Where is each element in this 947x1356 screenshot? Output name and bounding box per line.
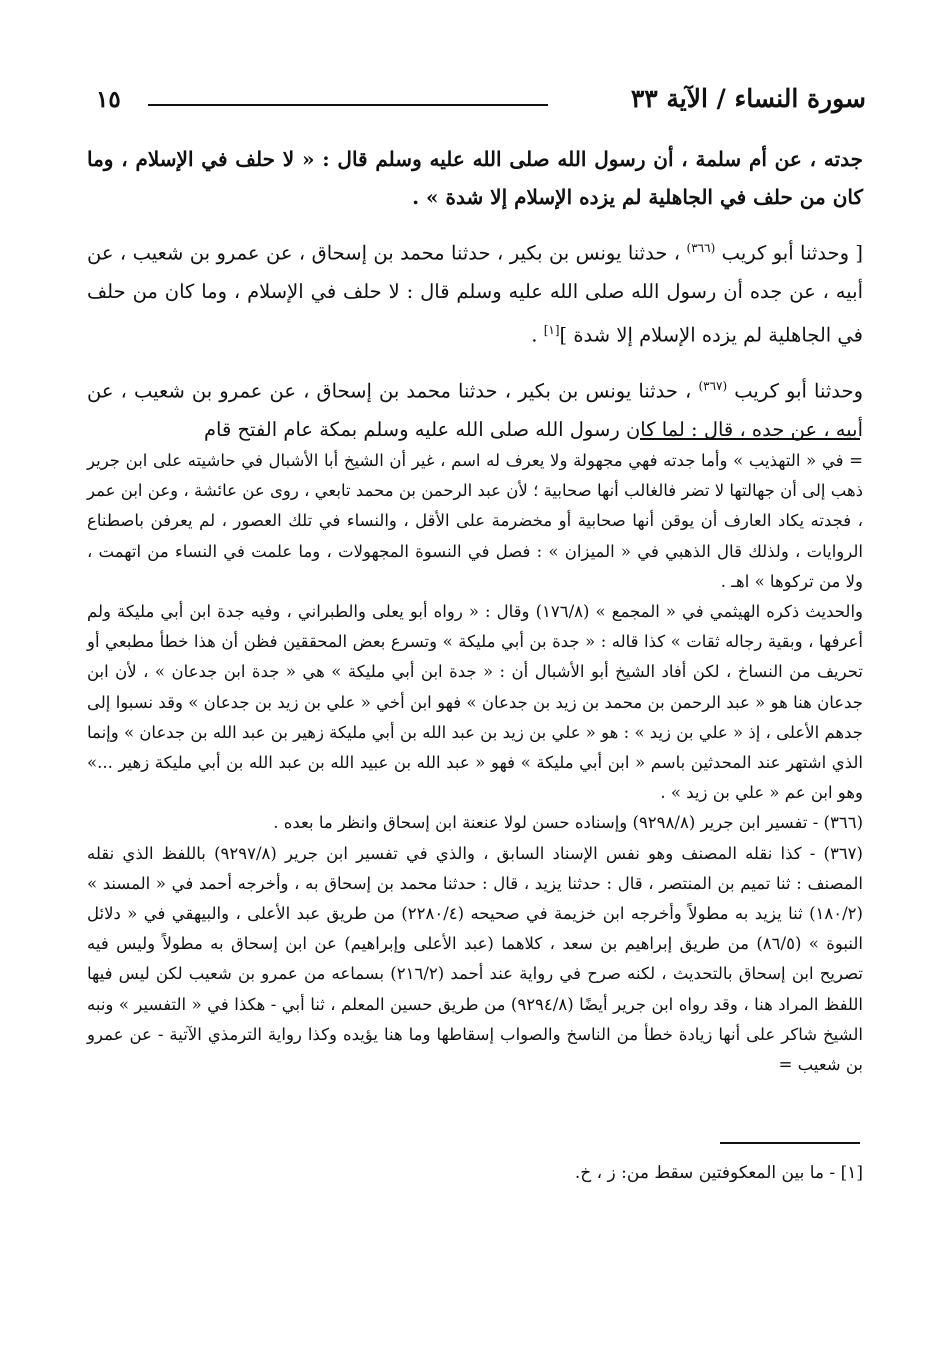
p2-start: [ وحدثنا أبو كريب: [721, 241, 864, 265]
p3-body: ، حدثنا يونس بن بكير ، حدثنا محمد بن إسحاق ، عن عمرو بن شعيب ، عن أبيه ، عن جده ، قال : لما كان رسول الله صلى الله عليه وسلم بمكة عام الفتح قام: [87, 379, 863, 441]
paragraph-1: [87, 140, 863, 216]
paragraph-3: [87, 367, 863, 449]
paragraph-2: [87, 229, 863, 354]
p3-start: وحدثنا أبو كريب: [734, 379, 864, 403]
note-366: (٣٦٦) - تفسير ابن جرير (٩٢٩٨/٨) وإسناده حسن لولا عنعنة ابن إسحاق وانظر ما بعده .: [273, 813, 863, 833]
surah-title: سورة النساء / الآية ٣٣: [630, 84, 866, 113]
note-mark-1: [١]: [543, 322, 560, 337]
footnote-separator: [640, 438, 860, 440]
p2-body: ، حدثنا يونس بن بكير ، حدثنا محمد بن إسحاق ، عن عمرو بن شعيب ، عن أبيه ، عن جده أن رسول الله صلى الله عليه وسلم قال : لا حلف في الإسلام ، وما كان من حلف في الجاهلية لم يزده الإسلام إلا شدة ]: [87, 241, 863, 346]
bracket-note: [١] - ما بين المعكوفتين سقط من: ز ، خ.: [574, 1163, 863, 1183]
p2-end: .: [531, 323, 538, 346]
main-text: [87, 140, 863, 462]
note-continued: = في « التهذيب » وأما جدته فهي مجهولة ولا يعرف له اسم ، غير أن الشيخ أبا الأشبال في حاشيته على ابن جرير ذهب إلى أن جهالتها لا تضر فالغالب أنها صحابية ؛ لأن عبد الرحمن بن محمد تابعي ، روى عن عائشة ، وعن ابن عمر ، فجدته يكاد العارف أن يوقن أنها صحابية أو مخضرمة على الأقل ، والنساء في تلك العصور ، لم يعرفن باصطناع الروايات ، ولذلك قال الذهبي في « الميزان » : فصل في النسوة المجهولات ، وما علمت في النساء من اتهمت ، ولا من تركوها » اهـ .: [87, 451, 863, 591]
p1-lead: جدته ، عن أم سلمة ، أن رسول الله صلى الله عليه وسلم قال : «: [301, 147, 863, 171]
header-rule: [148, 104, 548, 106]
footnotes: [87, 446, 863, 1080]
p1-hadith: لا حلف في الإسلام ، وما كان من حلف في الجاهلية لم يزده الإسلام إلا شدة: [87, 147, 863, 209]
bottom-separator: [720, 1142, 860, 1144]
page-number: ١٥: [96, 86, 121, 113]
p1-end: » .: [412, 185, 439, 209]
footnote-ref-367: (٣٦٧): [698, 379, 728, 393]
page-header: [96, 84, 866, 124]
note-majma: والحديث ذكره الهيثمي في « المجمع » (١٧٦/٨) وقال : « رواه أبو يعلى والطبراني ، وفيه جدة ابن أبي مليكة ولم أعرفها ، وبقية رجاله ثقات » كذا قاله : « جدة بن أبي مليكة » وتسرع بعض المحققين فظن أن هذا خطأ مطبعي أو تحريف من النساخ ، لكن أفاد الشيخ أبو الأشبال أن : « جدة ابن أبي مليكة » هي « جدة ابن جدعان » ، لأن ابن جدعان هنا هو « عبد الرحمن بن محمد بن زيد بن جدعان » فهو ابن أخي « علي بن زيد بن جدعان » وقد نسبوا إلى جدهم الأعلى ، إذ « علي بن زيد » : هو « علي بن زيد بن عبد الله بن أبي مليكة زهير بن عبد الله بن جدعان » وإنما الذي اشتهر عند المحدثين باسم « ابن أبي مليكة » فهو « عبد الله بن عبيد الله بن عبد الله بن أبي مليكة زهير ...» وهو ابن عم « علي بن زيد » .: [87, 602, 863, 803]
footnote-ref-366: (٣٦٦): [686, 241, 716, 255]
note-367: (٣٦٧) - كذا نقله المصنف وهو نفس الإسناد السابق ، والذي في تفسير ابن جرير (٩٢٩٧/٨) باللفظ الذي نقله المصنف : ثنا تميم بن المنتصر ، قال : حدثنا يزيد ، قال : حدثنا محمد بن إسحاق به ، وأخرجه أحمد في « المسند » (١٨٠/٢) ثنا يزيد به مطولاً وأخرجه ابن خزيمة في صحيحه (٢٢٨٠/٤) من طريق عبد الأعلى ، والبيهقي في « دلائل النبوة » (٨٦/٥) من طريق إبراهيم بن سعد ، كلاهما (عبد الأعلى وإبراهيم) عن ابن إسحاق به مطولاً وليس فيه تصريح ابن إسحاق بالتحديث ، لكنه صرح في رواية عند أحمد (٢١٦/٢) بسماعه من عمرو بن شعيب لكن ليس فيها اللفظ المراد هنا ، وقد رواه ابن جرير أيضًا (٩٢٩٤/٨) من طريق حسين المعلم ، ثنا أبي - هكذا في « التفسير » ونبه الشيخ شاكر على أنها زيادة خطأ من الناسخ والصواب إسقاطها وما هنا يؤيده وكذا رواية الترمذي الآتية - عن عمرو بن شعيب =: [87, 843, 864, 1075]
